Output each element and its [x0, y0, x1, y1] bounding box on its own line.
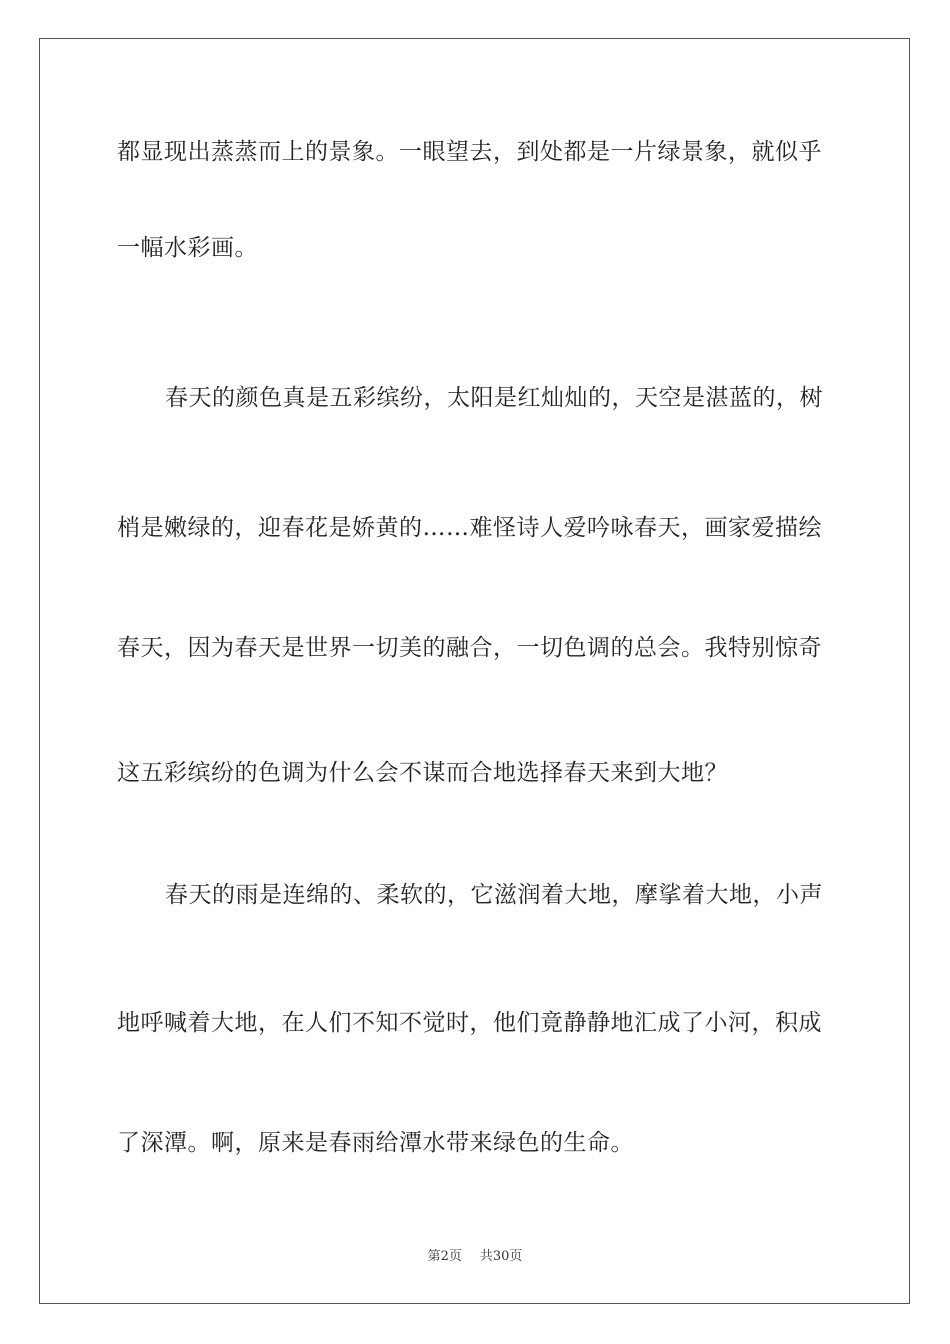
- paragraph-line: 这五彩缤纷的色调为什么会不谋而合地选择春天来到大地？: [117, 760, 728, 786]
- paragraph-line: 梢是嫩绿的，迎春花是娇黄的……难怪诗人爱吟咏春天，画家爱描绘: [117, 515, 822, 541]
- paragraph-line: 一幅水彩画。: [117, 235, 258, 261]
- paragraph-line: 春天的颜色真是五彩缤纷，太阳是红灿灿的，天空是湛蓝的，树: [165, 385, 823, 411]
- paragraph-line: 都显现出蒸蒸而上的景象。一眼望去，到处都是一片绿景象，就似乎: [117, 139, 822, 165]
- total-pages: 共30页: [479, 1249, 523, 1264]
- paragraph-line: 春天，因为春天是世界一切美的融合，一切色调的总会。我特别惊奇: [117, 635, 822, 661]
- paragraph-line: 了深潭。啊，原来是春雨给潭水带来绿色的生命。: [117, 1130, 634, 1156]
- page-footer: [0, 1248, 950, 1266]
- page-frame: [39, 38, 910, 1304]
- page-number: 第2页: [427, 1249, 462, 1264]
- paragraph-line: 地呼喊着大地，在人们不知不觉时，他们竟静静地汇成了小河，积成: [117, 1010, 822, 1036]
- paragraph-line: 春天的雨是连绵的、柔软的，它滋润着大地，摩挲着大地，小声: [165, 882, 823, 908]
